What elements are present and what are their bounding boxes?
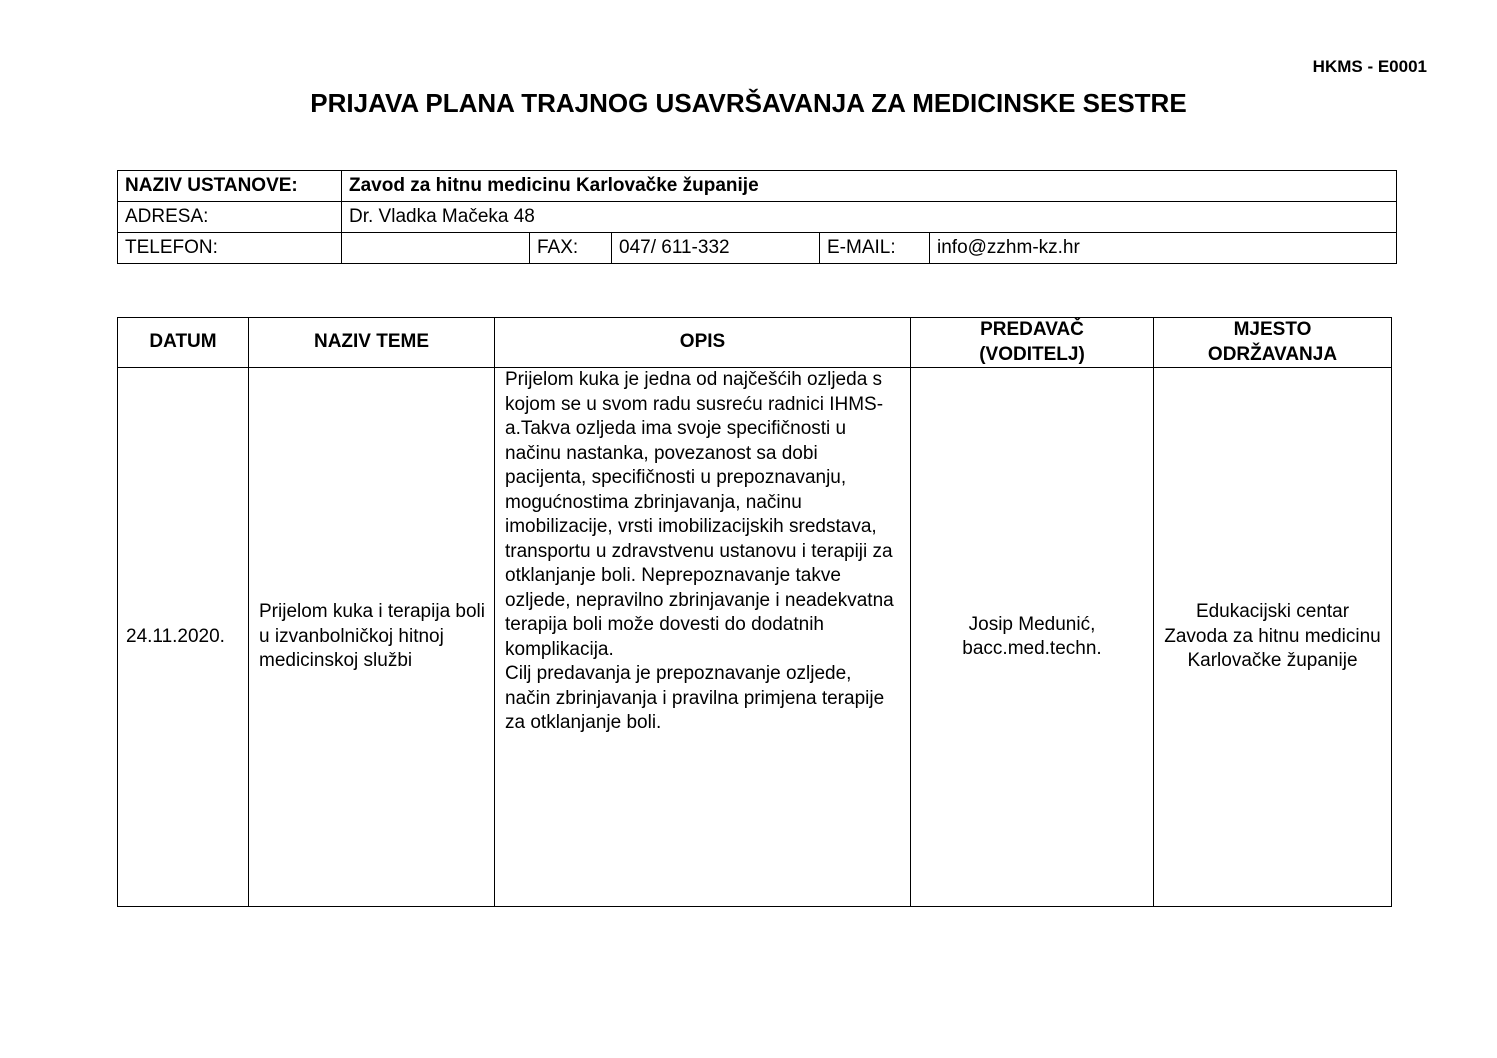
header-place-line2: ODRŽAVANJA xyxy=(1207,343,1338,365)
header-place xyxy=(1154,318,1392,368)
header-topic: NAZIV TEME xyxy=(249,318,495,368)
training-plan-table xyxy=(117,317,1392,907)
table-row xyxy=(118,368,1392,907)
phone-value xyxy=(342,233,530,264)
header-date: DATUM xyxy=(118,318,249,368)
address-label: ADRESA: xyxy=(118,202,342,233)
row-topic: Prijelom kuka i terapija boli u izvanbolničkoj hitnoj medicinskoj službi xyxy=(249,368,495,907)
institution-name-value: Zavod za hitnu medicinu Karlovačke županije xyxy=(342,171,1397,202)
document-title: PRIJAVA PLANA TRAJNOG USAVRŠAVANJA ZA MEDICINSKE SESTRE xyxy=(310,88,1187,118)
form-code: HKMS - E0001 xyxy=(1312,57,1427,76)
row-lecturer: Josip Medunić, bacc.med.techn. xyxy=(911,368,1154,907)
header-description: OPIS xyxy=(495,318,911,368)
description-paragraph-2: Cilj predavanja je prepoznavanje ozljede, način zbrinjavanja i pravilna primjena terapije za otklanjanje boli. xyxy=(505,663,885,733)
institution-name-row xyxy=(118,171,1397,202)
fax-value: 047/ 611-332 xyxy=(612,233,820,264)
header-lecturer-line1: PREDAVAČ xyxy=(980,319,1084,340)
institution-address-row xyxy=(118,202,1397,233)
header-place-line1: MJESTO xyxy=(1233,319,1312,340)
description-paragraph-1: Prijelom kuka je jedna od najčešćih ozljeda s kojom se u svom radu susreću radnici IHMS-a.Takva ozljeda ima svoje specifičnosti u načinu nastanka, povezanost sa dobi pacijenta, specifičnosti u prepoznavanju, mogućnostima zbrinjavanja, načinu imobilizacije, vrsti imobilizacijskih sredstava, transportu u zdravstvenu ustanovu i terapiji za otklanjanje boli. Neprepoznavanje takve ozljede, nepravilno zbrinjavanje i neadekvatna terapija boli može dovesti do dodatnih komplikacija. xyxy=(505,369,894,660)
institution-contact-row xyxy=(118,233,1397,264)
institution-name-label: NAZIV USTANOVE: xyxy=(118,171,342,202)
header-lecturer-line2: (VODITELJ) xyxy=(979,343,1085,365)
row-date: 24.11.2020. xyxy=(118,368,249,907)
address-value: Dr. Vladka Mačeka 48 xyxy=(342,202,1397,233)
header-lecturer xyxy=(911,318,1154,368)
fax-label: FAX: xyxy=(530,233,612,264)
email-label: E-MAIL: xyxy=(820,233,930,264)
email-value: info@zzhm-kz.hr xyxy=(930,233,1397,264)
institution-info-table xyxy=(117,170,1397,264)
phone-label: TELEFON: xyxy=(118,233,342,264)
plan-header-row xyxy=(118,318,1392,368)
row-place: Edukacijski centar Zavoda za hitnu medicinu Karlovačke županije xyxy=(1154,368,1392,907)
row-description xyxy=(495,368,911,907)
